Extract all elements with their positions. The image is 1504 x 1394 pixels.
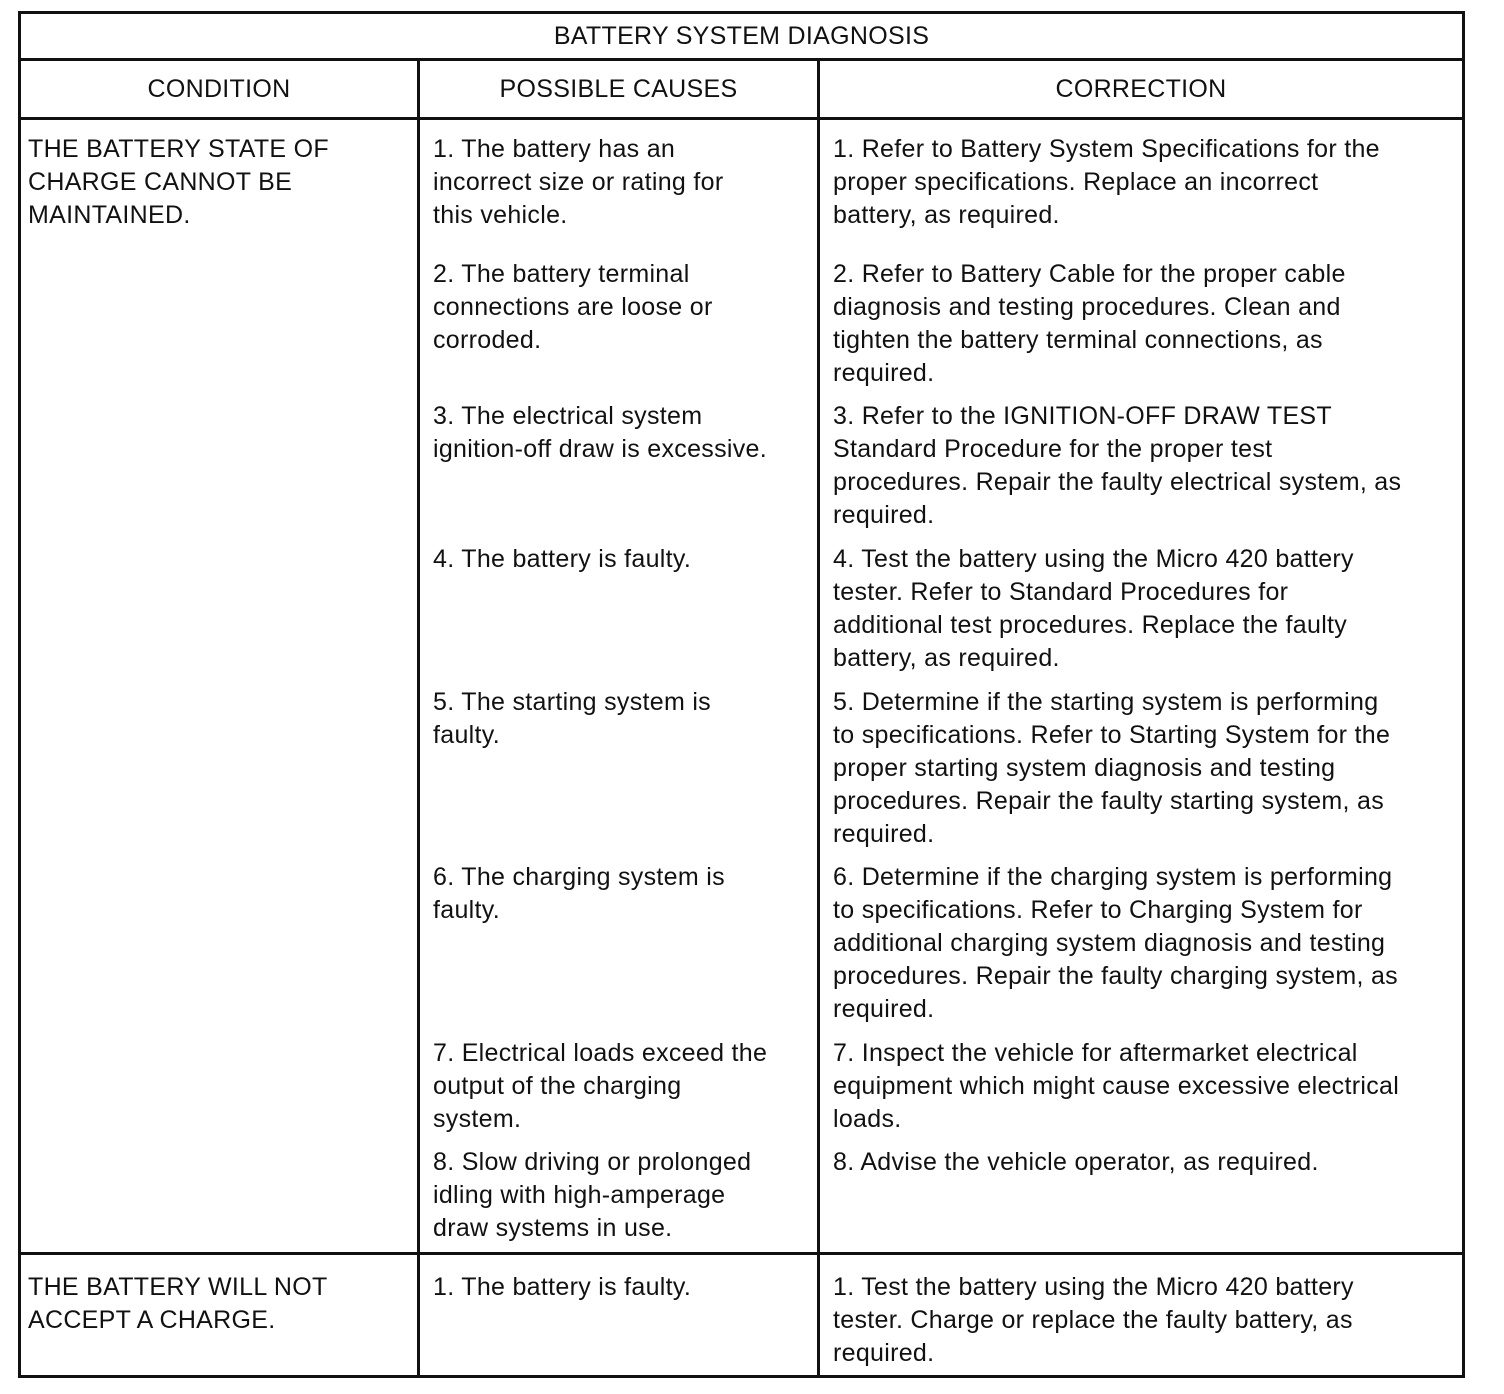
cause-line: 2. The battery terminal: [433, 260, 690, 288]
cause-cell: [433, 400, 767, 466]
correction-line: proper specifications. Replace an incorrect: [833, 168, 1319, 196]
column-divider-2: [817, 61, 820, 1375]
correction-line: required.: [833, 820, 935, 848]
correction-line: equipment which might cause excessive electrical: [833, 1072, 1400, 1100]
column-divider-1: [417, 61, 420, 1375]
correction-line: 7. Inspect the vehicle for aftermarket electrical: [833, 1039, 1358, 1067]
cause-line: this vehicle.: [433, 201, 568, 229]
cause-line: idling with high-amperage: [433, 1181, 726, 1209]
correction-line: 1. Refer to Battery System Specifications for the: [833, 135, 1380, 163]
cause-cell: [433, 1146, 751, 1245]
correction-line: 4. Test the battery using the Micro 420 battery: [833, 545, 1354, 573]
correction-line: 5. Determine if the starting system is performing: [833, 688, 1379, 716]
correction-line: tester. Charge or replace the faulty battery, as: [833, 1306, 1353, 1334]
correction-cell: [833, 543, 1354, 675]
header-row: [21, 61, 1462, 120]
correction-line: to specifications. Refer to Starting System for the: [833, 721, 1391, 749]
cause-line: faulty.: [433, 896, 500, 924]
correction-cell: [833, 400, 1401, 532]
cause-cell: [433, 686, 711, 752]
correction-line: proper starting system diagnosis and testing: [833, 754, 1336, 782]
correction-line: 8. Advise the vehicle operator, as required.: [833, 1148, 1319, 1176]
cause-line: corroded.: [433, 326, 542, 354]
cause-line: 3. The electrical system: [433, 402, 703, 430]
correction-cell: [833, 1146, 1319, 1179]
correction-line: battery, as required.: [833, 644, 1060, 672]
cause-cell: [433, 133, 723, 232]
correction-line: 1. Test the battery using the Micro 420 battery: [833, 1273, 1354, 1301]
cause-cell: [433, 1037, 767, 1136]
correction-line: procedures. Repair the faulty charging system, as: [833, 962, 1398, 990]
cause-line: 8. Slow driving or prolonged: [433, 1148, 752, 1176]
cause-line: faulty.: [433, 721, 500, 749]
cause-line: output of the charging: [433, 1072, 682, 1100]
cause-line: incorrect size or rating for: [433, 168, 724, 196]
header-possible-causes: POSSIBLE CAUSES: [499, 74, 738, 103]
cause-line: 1. The battery has an: [433, 135, 676, 163]
cause-line: connections are loose or: [433, 293, 713, 321]
correction-line: loads.: [833, 1105, 902, 1133]
cause-cell: [433, 861, 725, 927]
correction-line: tighten the battery terminal connections, as: [833, 326, 1323, 354]
cause-line: 1. The battery is faulty.: [433, 1273, 692, 1301]
section-divider: [21, 1252, 1462, 1255]
condition-line: THE BATTERY WILL NOT: [28, 1273, 328, 1301]
condition-line: THE BATTERY STATE OF: [28, 135, 329, 163]
diagnosis-table: [18, 11, 1465, 1378]
header-condition: CONDITION: [147, 74, 291, 103]
cause-line: draw systems in use.: [433, 1214, 673, 1242]
correction-line: required.: [833, 359, 935, 387]
condition-line: ACCEPT A CHARGE.: [28, 1306, 276, 1334]
correction-cell: [833, 133, 1380, 232]
correction-line: procedures. Repair the faulty starting system, as: [833, 787, 1385, 815]
correction-cell: [833, 686, 1390, 851]
correction-line: procedures. Repair the faulty electrical system, as: [833, 468, 1402, 496]
condition-cell: [28, 1271, 328, 1337]
header-correction: CORRECTION: [1055, 74, 1227, 103]
correction-line: 3. Refer to the IGNITION-OFF DRAW TEST: [833, 402, 1332, 430]
correction-line: 2. Refer to Battery Cable for the proper cable: [833, 260, 1346, 288]
cause-line: system.: [433, 1105, 522, 1133]
cause-line: 5. The starting system is: [433, 688, 711, 716]
correction-line: required.: [833, 501, 935, 529]
correction-cell: [833, 861, 1398, 1026]
cause-cell: [433, 543, 691, 576]
correction-line: required.: [833, 1339, 935, 1367]
correction-cell: [833, 258, 1346, 390]
correction-line: required.: [833, 995, 935, 1023]
correction-cell: [833, 1037, 1399, 1136]
correction-line: tester. Refer to Standard Procedures for: [833, 578, 1289, 606]
correction-line: battery, as required.: [833, 201, 1060, 229]
condition-line: CHARGE CANNOT BE: [28, 168, 293, 196]
table-title: BATTERY SYSTEM DIAGNOSIS: [21, 14, 1462, 61]
correction-line: additional test procedures. Replace the faulty: [833, 611, 1348, 639]
correction-line: Standard Procedure for the proper test: [833, 435, 1273, 463]
correction-line: 6. Determine if the charging system is performing: [833, 863, 1393, 891]
condition-line: MAINTAINED.: [28, 201, 191, 229]
cause-line: ignition-off draw is excessive.: [433, 435, 767, 463]
cause-cell: [433, 1271, 691, 1304]
correction-line: to specifications. Refer to Charging System for: [833, 896, 1363, 924]
correction-line: additional charging system diagnosis and testing: [833, 929, 1386, 957]
cause-line: 6. The charging system is: [433, 863, 725, 891]
correction-line: diagnosis and testing procedures. Clean and: [833, 293, 1341, 321]
cause-line: 7. Electrical loads exceed the: [433, 1039, 768, 1067]
condition-cell: [28, 133, 329, 232]
cause-line: 4. The battery is faulty.: [433, 545, 692, 573]
cause-cell: [433, 258, 713, 357]
correction-cell: [833, 1271, 1354, 1370]
